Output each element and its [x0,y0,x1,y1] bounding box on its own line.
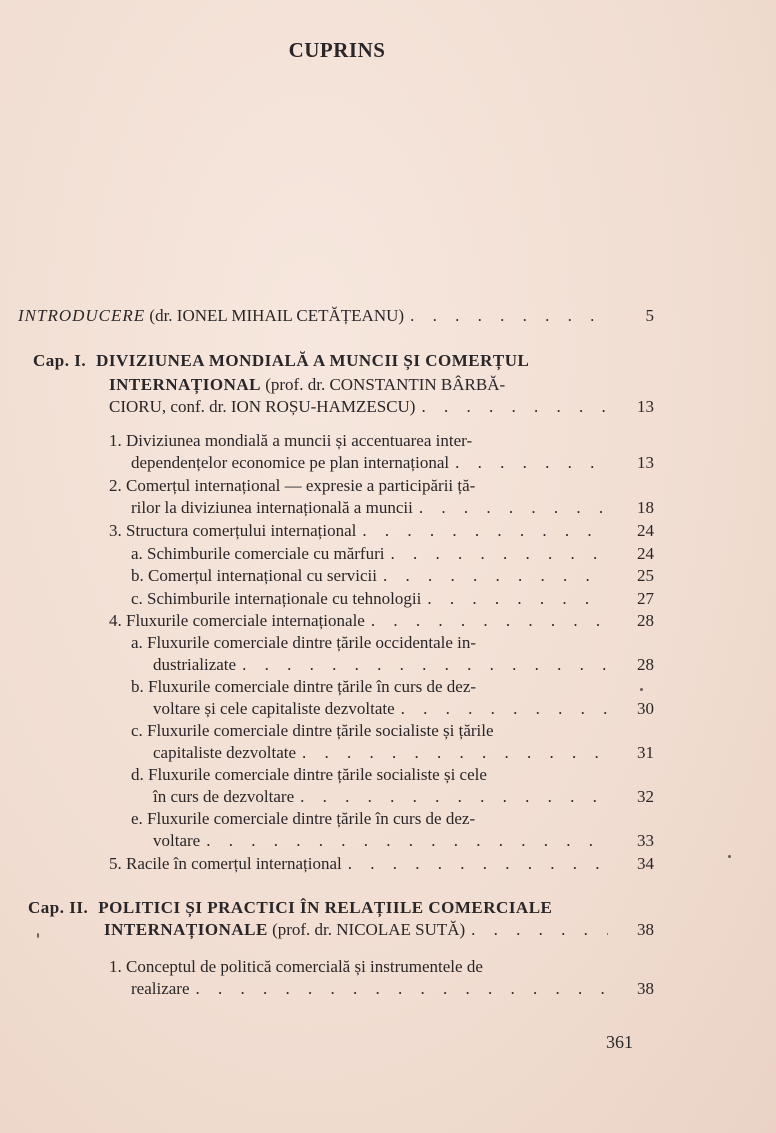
leader-dots [427,588,608,610]
toc-item-text: d. Fluxurile comerciale dintre țările socialiste și cele [131,765,487,784]
toc-item [109,610,654,632]
paper-speck [728,855,731,858]
toc-item-page: 34 [637,854,654,873]
toc-item-page: 28 [637,655,654,674]
toc-item-text: b. Comerțul internațional cu servicii [131,566,377,585]
toc-item [131,543,654,565]
toc-item-text: capitaliste dezvoltate [153,743,297,762]
toc-entry-intro [18,305,654,327]
toc-chapter-2 [28,897,654,941]
toc-item-page: 24 [637,521,654,540]
toc-item-page: 24 [637,544,654,563]
toc-item-text: în curs de dezvoltare [153,787,295,806]
leader-dots [242,654,608,676]
toc-item [109,475,654,519]
leader-dots [371,610,608,632]
leader-dots [362,520,608,542]
chapter2-page: 38 [637,920,654,939]
toc-item-text: 5. Racile în comerțul internațional [109,854,342,873]
leader-dots [206,830,608,852]
toc-item-text: 1. Diviziunea mondială a muncii și accentuarea inter- [109,431,473,450]
toc-item-text: dependențelor economice pe plan internațional [131,453,450,472]
toc-item-page: 28 [637,611,654,630]
chapter2-authors: (prof. dr. NICOLAE SUTĂ) [272,920,466,939]
toc-item [131,588,654,610]
toc-item-text: dustrializate [153,655,237,674]
toc-item-page: 30 [637,699,654,718]
chapter1-page: 13 [637,397,654,416]
toc-item-text: a. Schimburile comerciale cu mărfuri [131,544,385,563]
leader-dots [471,919,608,941]
toc-item [109,853,654,875]
toc-item-text: a. Fluxurile comerciale dintre țările occidentale in- [131,633,477,652]
chapter2-title-line1: POLITICI ȘI PRACTICI ÎN RELAȚIILE COMERCIALE [98,898,553,917]
toc-item-text: realizare [131,979,190,998]
intro-label: INTRODUCERE [18,306,146,325]
leader-dots [390,543,608,565]
toc-item-text: e. Fluxurile comerciale dintre țările în curs de dez- [131,809,476,828]
toc-item-text: voltare și cele capitaliste dezvoltate [153,699,395,718]
toc-item-page: 13 [637,453,654,472]
intro-page: 5 [645,306,654,325]
toc-item [131,676,654,720]
toc-item-text: c. Schimburile internaționale cu tehnologii [131,589,422,608]
leader-dots [383,565,608,587]
toc-item [131,565,654,587]
leader-dots [196,978,609,1000]
chapter1-title-line1: DIVIZIUNEA MONDIALĂ A MUNCII ȘI COMERȚUL [96,351,530,370]
toc-chapter-1 [33,350,654,418]
toc-item [109,520,654,542]
leader-dots [419,497,608,519]
toc-item [131,720,654,764]
leader-dots [302,742,608,764]
toc-item [131,632,654,676]
leader-dots [455,452,608,474]
leader-dots [421,396,608,418]
toc-item-text: rilor la diviziunea internațională a muncii [131,498,413,517]
toc-item-text: 4. Fluxurile comerciale internaționale [109,611,365,630]
toc-item-text: b. Fluxurile comerciale dintre țările în curs de dez- [131,677,477,696]
chapter1-authors: (prof. dr. CONSTANTIN BÂRBĂ- [265,375,506,394]
toc-item [131,808,654,852]
toc-item-text: 2. Comerțul internațional — expresie a participării ță- [109,476,476,495]
toc-item-page: 18 [637,498,654,517]
toc-item-page: 25 [637,566,654,585]
paper-speck [37,933,39,938]
leader-dots [410,305,608,327]
toc-item-text: 1. Conceptul de politică comercială și instrumentele de [109,957,483,976]
toc-item-text: voltare [153,831,201,850]
toc-item [109,430,654,474]
chapter1-label: Cap. I. [33,351,87,370]
paper-speck [640,688,643,691]
toc-item [109,956,654,1000]
chapter2-label: Cap. II. [28,898,89,917]
toc-item-page: 33 [637,831,654,850]
page-number: 361 [606,1032,633,1052]
toc-item-page: 32 [637,787,654,806]
leader-dots [300,786,608,808]
chapter1-title-line2-caps: INTERNAȚIONAL [109,375,261,394]
toc-item-page: 27 [637,589,654,608]
toc-item-page: 31 [637,743,654,762]
toc-item [131,764,654,808]
intro-author: (dr. IONEL MIHAIL CETĂȚEANU) [149,306,405,325]
leader-dots [348,853,608,875]
toc-item-text: 3. Structura comerțului internațional [109,521,357,540]
toc-item-text: c. Fluxurile comerciale dintre țările socialiste și țările [131,721,494,740]
chapter2-title-line2-caps: INTERNAȚIONALE [104,920,268,939]
page-title: CUPRINS [288,38,386,62]
chapter1-title-line3: CIORU, conf. dr. ION ROȘU-HAMZESCU) [109,397,416,416]
leader-dots [401,698,608,720]
toc-item-page: 38 [637,979,654,998]
